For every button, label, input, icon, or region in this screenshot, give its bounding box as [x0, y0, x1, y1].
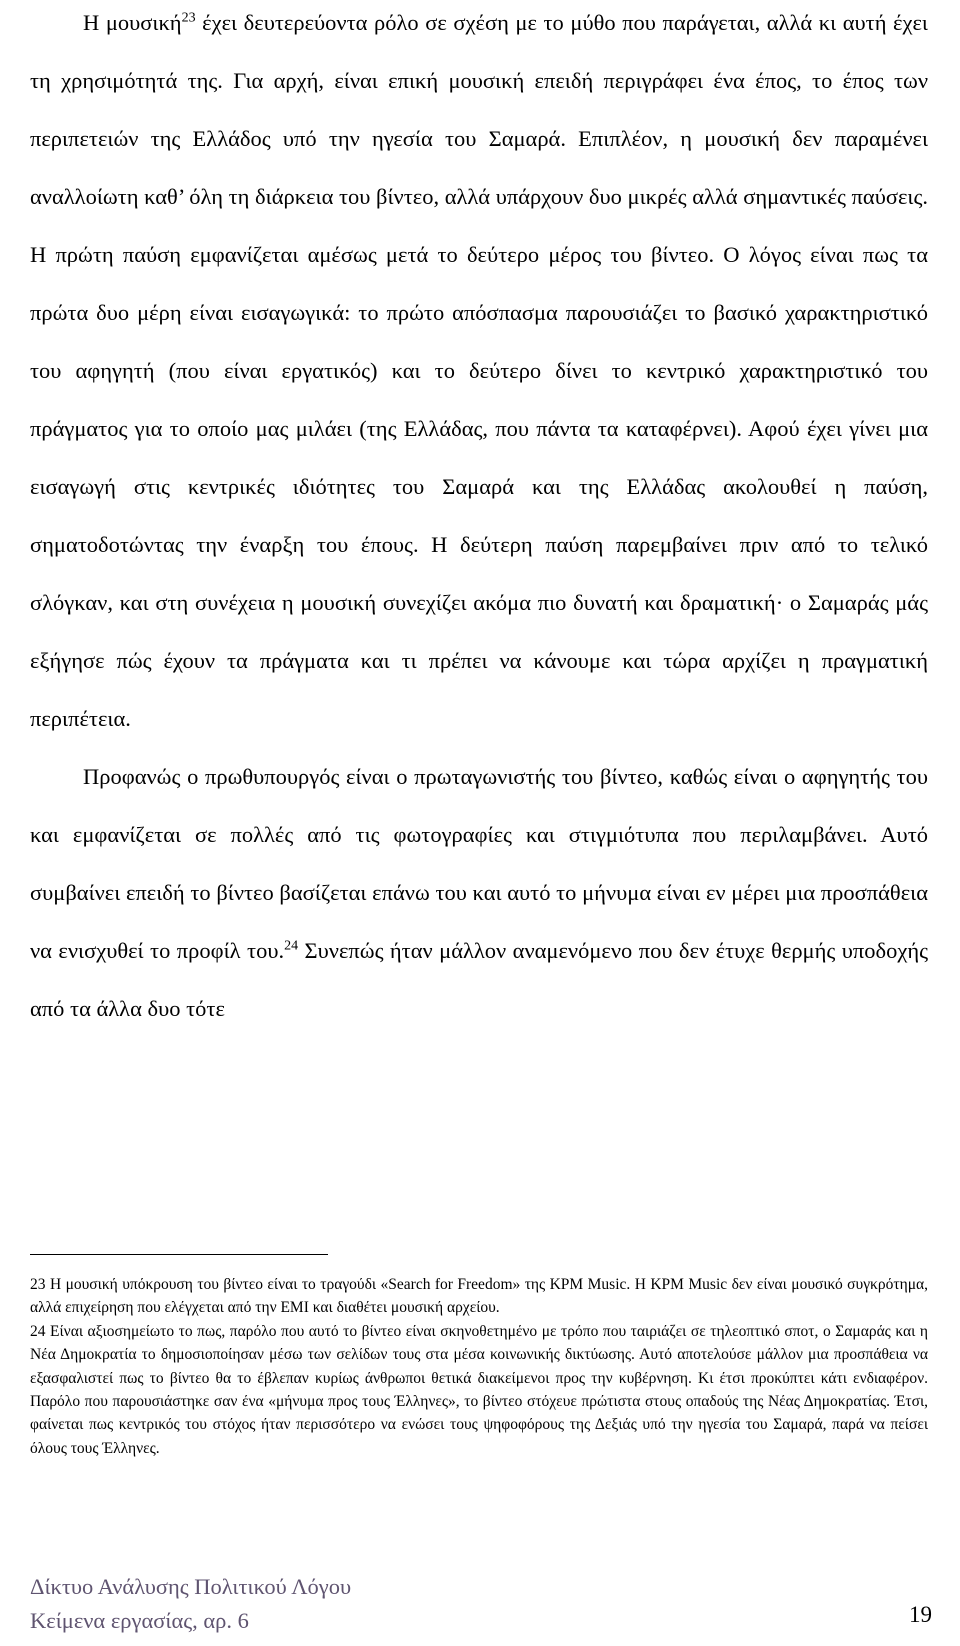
footer-series-name: Κείμενα εργασίας, αρ. 6 — [30, 1608, 249, 1633]
footnote-separator — [30, 1254, 328, 1255]
paragraph-1-start: Η μουσική — [83, 10, 182, 35]
footnote-ref-24[interactable]: 24 — [284, 938, 299, 954]
footnote-24: 24 Είναι αξιοσημείωτο το πως, παρόλο που αυτό το βίντεο είναι σκηνοθετημένο με τρόπο που ταιριάζει σε τηλεοπτικό σποτ, ο Σαμαράς και η Νέα Δημοκρατία το δημοσιοποίησαν μέσω των σελίδων τους στα μέσα κοινωνικής δικτύωσης. Αυτό αποτελούσε μάλλον μια προσπάθεια να εξασφαλιστεί πως το βίντεο θα το έβλεπαν κυρίως άνθρωποι θετικά διακείμενοι προς την κυβέρνηση. Κι έτσι προκύπτει κάτι ενδιαφέρον. Παρόλο που παρουσιάστηκε σαν ένα «μήνυμα προς τους Έλληνες», το βίντεο στόχευε πρώτιστα στους οπαδούς της Νέας Δημοκρατίας. Έτσι, φαίνεται πως κεντρικός του στόχος ήταν περισσότερο να ενώσει τους ψηφοφόρους της Δεξιάς υπό την ηγεσία του Σαμαρά, παρά να πείσει όλους τους Έλληνες. — [30, 1322, 928, 1457]
body-text — [30, 0, 928, 1038]
paragraph-1-rest: έχει δευτερεύοντα ρόλο σε σχέση με το μύθο που παράγεται, αλλά κι αυτή έχει τη χρησιμότητά της. Για αρχή, είναι επική μουσική επειδή περιγράφει ένα έπος, το έπος των περιπετειών της Ελλάδος υπό την ηγεσία του Σαμαρά. Επιπλέον, η μουσική δεν παραμένει αναλλοίωτη καθ’ όλη τη διάρκεια του βίντεο, αλλά υπάρχουν δυο μικρές αλλά σημαντικές παύσεις. Η πρώτη παύση εμφανίζεται αμέσως μετά το δεύτερο μέρος του βίντεο. Ο λόγος είναι πως τα πρώτα δυο μέρη είναι εισαγωγικά: το πρώτο απόσπασμα παρουσιάζει το βασικό χαρακτηριστικό του αφηγητή (που είναι εργατικός) και το δεύτερο δίνει το κεντρικό χαρακτηριστικό του πράγματος για το οποίο μας μιλάει (της Ελλάδας, που πάντα τα καταφέρνει). Αφού έχει γίνει μια εισαγωγή στις κεντρικές ιδιότητες του Σαμαρά και της Ελλάδας ακολουθεί η παύση, σηματοδοτώντας την έναρξη του έπους. Η δεύτερη παύση παρεμβαίνει πριν από το τελικό σλόγκαν, και στη συνέχεια η μουσική συνεχίζει ακόμα πιο δυνατή και δραματική· ο Σαμαράς μάς εξήγησε πώς έχουν τα πράγματα και τι πρέπει να κάνουμε και τώρα αρχίζει η πραγματική περιπέτεια. — [30, 10, 929, 731]
footnote-ref-23[interactable]: 23 — [181, 10, 196, 26]
footnote-23: 23 Η μουσική υπόκρουση του βίντεο είναι το τραγούδι «Search for Freedom» της KPM Music. Η KPM Music δεν είναι μουσικό συγκρότημα, αλλά επιχείρηση που ελέγχεται από την EMI και διαθέτει μουσική αρχείου. — [30, 1276, 928, 1317]
paragraph-1 — [30, 0, 928, 748]
page-number: 19 — [909, 1602, 932, 1627]
paragraph-2-start: Προφανώς ο πρωθυπουργός είναι ο πρωταγωνιστής του βίντεο, καθώς είναι ο αφηγητής του και εμφανίζεται σε πολλές από τις φωτογραφίες και στιγμιότυπα που περιλαμβάνει. Αυτό συμβαίνει επειδή το βίντεο βασίζεται επάνω του και αυτό το μήνυμα είναι εν μέρει μια προσπάθεια να ενισχυθεί το προφίλ του. — [30, 764, 928, 963]
page-footer — [30, 1570, 351, 1638]
footer-network-name: Δίκτυο Ανάλυσης Πολιτικού Λόγου — [30, 1574, 352, 1599]
paragraph-2 — [30, 748, 928, 1038]
paragraph-2-rest: Συνεπώς ήταν μάλλον αναμενόμενο που δεν έτυχε θερμής υποδοχής από τα άλλα δυο τότε — [30, 938, 929, 1021]
footnotes — [30, 1273, 928, 1460]
